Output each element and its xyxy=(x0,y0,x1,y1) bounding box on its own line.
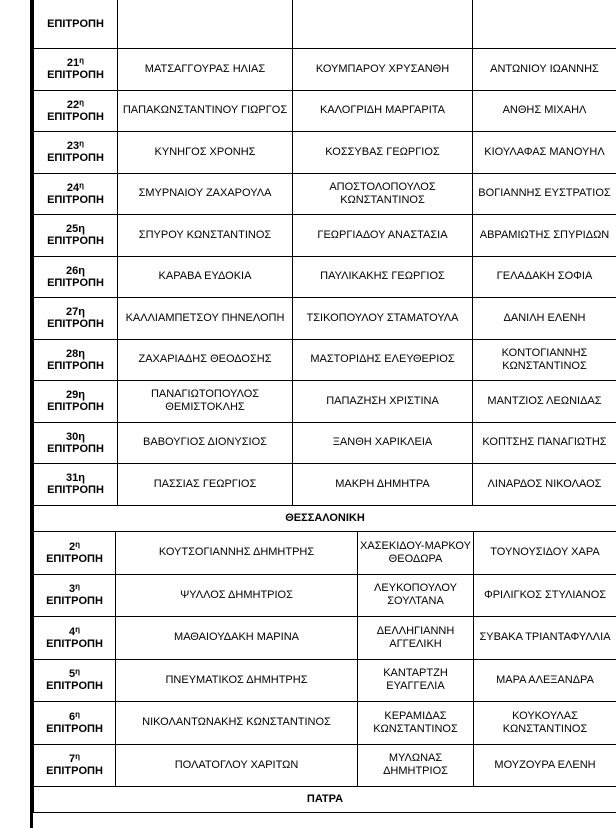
committee-number-suffix: η xyxy=(75,539,80,549)
member-name-1: ΣΠΥΡΟΥ ΚΩΝΣΤΑΝΤΙΝΟΣ xyxy=(118,215,293,257)
committee-number-suffix: η xyxy=(75,709,80,719)
committee-table-2 xyxy=(33,531,616,813)
member-name-3: ΚΟΥΚΟΥΛΑΣ ΚΩΝΣΤΑΝΤΙΝΟΣ xyxy=(474,702,616,745)
committee-label: ΕΠΙΤΡΟΠΗ xyxy=(47,318,104,331)
member-name-1: ΚΑΛΛΙΑΜΠΕΤΣΟΥ ΠΗΝΕΛΟΠΗ xyxy=(118,298,293,340)
committee-row xyxy=(34,617,616,660)
member-name-3: ΜΑΝΤΖΙΟΣ ΛΕΩΝΙΔΑΣ xyxy=(473,381,616,423)
committee-label: ΕΠΙΤΡΟΠΗ xyxy=(47,276,104,289)
member-name-2: ΚΟΥΜΠΑΡΟΥ ΧΡΥΣΑΝΘΗ xyxy=(293,49,473,91)
committee-label: ΕΠΙΤΡΟΠΗ xyxy=(47,235,104,248)
committee-number-cell xyxy=(34,744,116,787)
member-name-1: ΠΑΝΑΓΙΩΤΟΠΟΥΛΟΣ ΘΕΜΙΣΤΟΚΛΗΣ xyxy=(118,381,293,423)
member-name-3: ΓΕΛΑΔΑΚΗ ΣΟΦΙΑ xyxy=(473,256,616,298)
committee-number-suffix: η xyxy=(79,139,85,149)
committee-number-cell xyxy=(34,298,118,340)
committee-label: ΕΠΙΤΡΟΠΗ xyxy=(47,442,104,455)
committee-row xyxy=(34,659,616,702)
committee-number-cell xyxy=(34,702,116,745)
committee-label: ΕΠΙΤΡΟΠΗ xyxy=(47,484,104,497)
member-name-1: ΚΑΡΑΒΑ ΕΥΔΟΚΙΑ xyxy=(118,256,293,298)
committee-number: 23 xyxy=(66,140,80,153)
section-title-thessaloniki: ΘΕΣΣΑΛΟΝΙΚΗ xyxy=(34,505,616,531)
committee-number-cell xyxy=(34,574,116,617)
member-name-1: ΣΜΥΡΝΑΙΟΥ ΖΑΧΑΡΟΥΛΑ xyxy=(118,173,293,215)
committee-row xyxy=(34,532,616,575)
committee-label: ΕΠΙΤΡΟΠΗ xyxy=(47,69,104,82)
committee-row xyxy=(34,744,616,787)
member-name-1: ΨΥΛΛΟΣ ΔΗΜΗΤΡΙΟΣ xyxy=(116,574,358,617)
member-name-3: ΚΟΝΤΟΓΙΑΝΝΗΣ ΚΩΝΣΤΑΝΤΙΝΟΣ xyxy=(473,339,616,381)
committee-row xyxy=(34,298,616,340)
member-name-3: ΒΟΓΙΑΝΝΗΣ ΕΥΣΤΡΑΤΙΟΣ xyxy=(473,173,616,215)
member-name-1: ΜΑΘΑΙΟΥΔΑΚΗ ΜΑΡΙΝΑ xyxy=(116,617,358,660)
member-name-2 xyxy=(293,0,473,49)
committee-row xyxy=(34,381,616,423)
committee-number-suffix: η xyxy=(75,667,80,677)
committee-row xyxy=(34,464,616,506)
member-name-3: ΜΑΡΑ ΑΛΕΞΑΝΔΡΑ xyxy=(474,659,616,702)
committee-number: 7 xyxy=(68,753,76,766)
committee-number-cell xyxy=(34,617,116,660)
committee-table-1 xyxy=(33,0,616,532)
committee-label: ΕΠΙΤΡΟΠΗ xyxy=(46,680,103,693)
committee-label: ΕΠΙΤΡΟΠΗ xyxy=(46,722,103,735)
member-name-2: ΜΑΣΤΟΡΙΔΗΣ ΕΛΕΥΘΕΡΙΟΣ xyxy=(293,339,473,381)
member-name-3: ΚΟΠΤΣΗΣ ΠΑΝΑΓΙΩΤΗΣ xyxy=(473,422,616,464)
committee-number-cell xyxy=(34,0,118,49)
committee-number: 28η xyxy=(66,347,85,360)
committee-number-suffix: η xyxy=(79,56,85,66)
committee-number: 30η xyxy=(66,430,85,443)
member-name-3: ΦΡΙΛΙΓΚΟΣ ΣΤΥΛΙΑΝΟΣ xyxy=(474,574,616,617)
committee-number-cell xyxy=(34,339,118,381)
committee-number: 5 xyxy=(68,668,76,681)
committee-number-suffix: η xyxy=(79,180,85,190)
committee-number: 31η xyxy=(66,472,85,485)
committee-number: 24 xyxy=(66,181,80,194)
member-name-3: ΣΥΒΑΚΑ ΤΡΙΑΝΤΑΦΥΛΛΙΑ xyxy=(474,617,616,660)
section-title-patra-row xyxy=(34,787,616,813)
committee-number: 2 xyxy=(68,540,76,553)
committee-number-cell xyxy=(34,90,118,132)
committee-number-cell xyxy=(34,49,118,91)
committee-table-2-body xyxy=(34,532,616,813)
committee-label: ΕΠΙΤΡΟΠΗ xyxy=(47,359,104,372)
committee-number-suffix: η xyxy=(75,752,80,762)
committee-row xyxy=(34,215,616,257)
member-name-1 xyxy=(118,0,293,49)
committee-number-cell xyxy=(34,464,118,506)
committee-row xyxy=(34,702,616,745)
member-name-3: ΚΙΟΥΛΑΦΑΣ ΜΑΝΟΥΗΛ xyxy=(473,132,616,174)
committee-number-cell xyxy=(34,422,118,464)
member-name-1: ΒΑΒΟΥΓΙΟΣ ΔΙΟΝΥΣΙΟΣ xyxy=(118,422,293,464)
committee-label: ΕΠΙΤΡΟΠΗ xyxy=(47,18,104,30)
member-name-1: ΝΙΚΟΛΑΝΤΩΝΑΚΗΣ ΚΩΝΣΤΑΝΤΙΝΟΣ xyxy=(116,702,358,745)
committee-number: 27η xyxy=(66,306,85,319)
committee-number-cell xyxy=(34,381,118,423)
committee-label: ΕΠΙΤΡΟΠΗ xyxy=(46,637,103,650)
committee-label: ΕΠΙΤΡΟΠΗ xyxy=(46,595,103,608)
member-name-1: ΚΟΥΤΣΟΓΙΑΝΝΗΣ ΔΗΜΗΤΡΗΣ xyxy=(116,532,358,575)
member-name-1: ΠΑΠΑΚΩΝΣΤΑΝΤΙΝΟΥ ΓΙΩΡΓΟΣ xyxy=(118,90,293,132)
member-name-1: ΠΟΛΑΤΟΓΛΟΥ ΧΑΡΙΤΩΝ xyxy=(116,744,358,787)
member-name-2: ΚΟΣΣΥΒΑΣ ΓΕΩΡΓΙΟΣ xyxy=(293,132,473,174)
member-name-3: ΤΟΥΝΟΥΣΙΔΟΥ ΧΑΡΑ xyxy=(474,532,616,575)
committee-row xyxy=(34,49,616,91)
member-name-2: ΜΥΛΩΝΑΣ ΔΗΜΗΤΡΙΟΣ xyxy=(358,744,474,787)
committee-label: ΕΠΙΤΡΟΠΗ xyxy=(47,401,104,414)
member-name-2: ΚΕΡΑΜΙΔΑΣ ΚΩΝΣΤΑΝΤΙΝΟΣ xyxy=(358,702,474,745)
member-name-3: ΑΝΤΩΝΙΟΥ ΙΩΑΝΝΗΣ xyxy=(473,49,616,91)
member-name-3 xyxy=(473,0,616,49)
member-name-3: ΑΝΘΗΣ ΜΙΧΑΗΛ xyxy=(473,90,616,132)
committee-row xyxy=(34,132,616,174)
committee-row xyxy=(34,574,616,617)
committee-row xyxy=(34,0,616,49)
committee-number-cell xyxy=(34,256,118,298)
committee-row xyxy=(34,90,616,132)
member-name-1: ΠΑΣΣΙΑΣ ΓΕΩΡΓΙΟΣ xyxy=(118,464,293,506)
member-name-2: ΚΑΝΤΑΡΤΖΗ ΕΥΑΓΓΕΛΙΑ xyxy=(358,659,474,702)
committee-number: 6 xyxy=(68,710,76,723)
committee-row xyxy=(34,173,616,215)
member-name-2: ΠΑΥΛΙΚΑΚΗΣ ΓΕΩΡΓΙΟΣ xyxy=(293,256,473,298)
member-name-2: ΔΕΛΛΗΓΙΑΝΝΗ ΑΓΓΕΛΙΚΗ xyxy=(358,617,474,660)
member-name-2: ΜΑΚΡΗ ΔΗΜΗΤΡΑ xyxy=(293,464,473,506)
committee-number-cell xyxy=(34,132,118,174)
member-name-1: ΖΑΧΑΡΙΑΔΗΣ ΘΕΟΔΟΣΗΣ xyxy=(118,339,293,381)
committee-label: ΕΠΙΤΡΟΠΗ xyxy=(47,152,104,165)
committee-number: 29η xyxy=(66,389,85,402)
section-title-thessaloniki-row xyxy=(34,505,616,531)
member-name-2: ΚΑΛΟΓΡΙΔΗ ΜΑΡΓΑΡΙΤΑ xyxy=(293,90,473,132)
member-name-3: ΜΟΥΖΟΥΡΑ ΕΛΕΝΗ xyxy=(474,744,616,787)
member-name-2: ΤΣΙΚΟΠΟΥΛΟΥ ΣΤΑΜΑΤΟΥΛΑ xyxy=(293,298,473,340)
committee-number: 26η xyxy=(66,264,85,277)
member-name-2: ΓΕΩΡΓΙΑΔΟΥ ΑΝΑΣΤΑΣΙΑ xyxy=(293,215,473,257)
committee-number-cell xyxy=(34,173,118,215)
committee-label: ΕΠΙΤΡΟΠΗ xyxy=(46,552,103,565)
committee-number-suffix: η xyxy=(75,624,80,634)
member-name-3: ΔΑΝΙΛΗ ΕΛΕΝΗ xyxy=(473,298,616,340)
member-name-2: ΧΑΣΕΚΙΔΟΥ-ΜΑΡΚΟΥ ΘΕΟΔΩΡΑ xyxy=(358,532,474,575)
committee-number: 25η xyxy=(66,223,85,236)
committee-number: 22 xyxy=(66,98,80,111)
member-name-3: ΑΒΡΑΜΙΩΤΗΣ ΣΠΥΡΙΔΩΝ xyxy=(473,215,616,257)
committee-number-suffix: η xyxy=(79,97,85,107)
member-name-1: ΚΥΝΗΓΟΣ ΧΡΟΝΗΣ xyxy=(118,132,293,174)
committee-number: 21 xyxy=(66,57,80,70)
committee-row xyxy=(34,422,616,464)
committee-number-cell xyxy=(34,659,116,702)
committee-label: ΕΠΙΤΡΟΠΗ xyxy=(47,193,104,206)
member-name-3: ΛΙΝΑΡΔΟΣ ΝΙΚΟΛΑΟΣ xyxy=(473,464,616,506)
committee-row xyxy=(34,339,616,381)
committee-table-1-body xyxy=(34,0,616,531)
member-name-1: ΜΑΤΣΑΓΓΟΥΡΑΣ ΗΛΙΑΣ xyxy=(118,49,293,91)
member-name-2: ΛΕΥΚΟΠΟΥΛΟΥ ΣΟΥΛΤΑΝΑ xyxy=(358,574,474,617)
member-name-2: ΑΠΟΣΤΟΛΟΠΟΥΛΟΣ ΚΩΝΣΤΑΝΤΙΝΟΣ xyxy=(293,173,473,215)
committee-row xyxy=(34,256,616,298)
member-name-1: ΠΝΕΥΜΑΤΙΚΟΣ ΔΗΜΗΤΡΗΣ xyxy=(116,659,358,702)
member-name-2: ΠΑΠΑΖΗΣΗ ΧΡΙΣΤΙΝΑ xyxy=(293,381,473,423)
member-name-2: ΞΑΝΘΗ ΧΑΡΙΚΛΕΙΑ xyxy=(293,422,473,464)
section-title-patra: ΠΑΤΡΑ xyxy=(34,787,616,813)
committee-number-suffix: η xyxy=(75,582,80,592)
committee-number: 3 xyxy=(68,583,76,596)
committee-number-cell xyxy=(34,532,116,575)
committee-number: 4 xyxy=(68,625,76,638)
committee-label: ΕΠΙΤΡΟΠΗ xyxy=(47,110,104,123)
committee-label: ΕΠΙΤΡΟΠΗ xyxy=(46,765,103,778)
committee-number-cell xyxy=(34,215,118,257)
